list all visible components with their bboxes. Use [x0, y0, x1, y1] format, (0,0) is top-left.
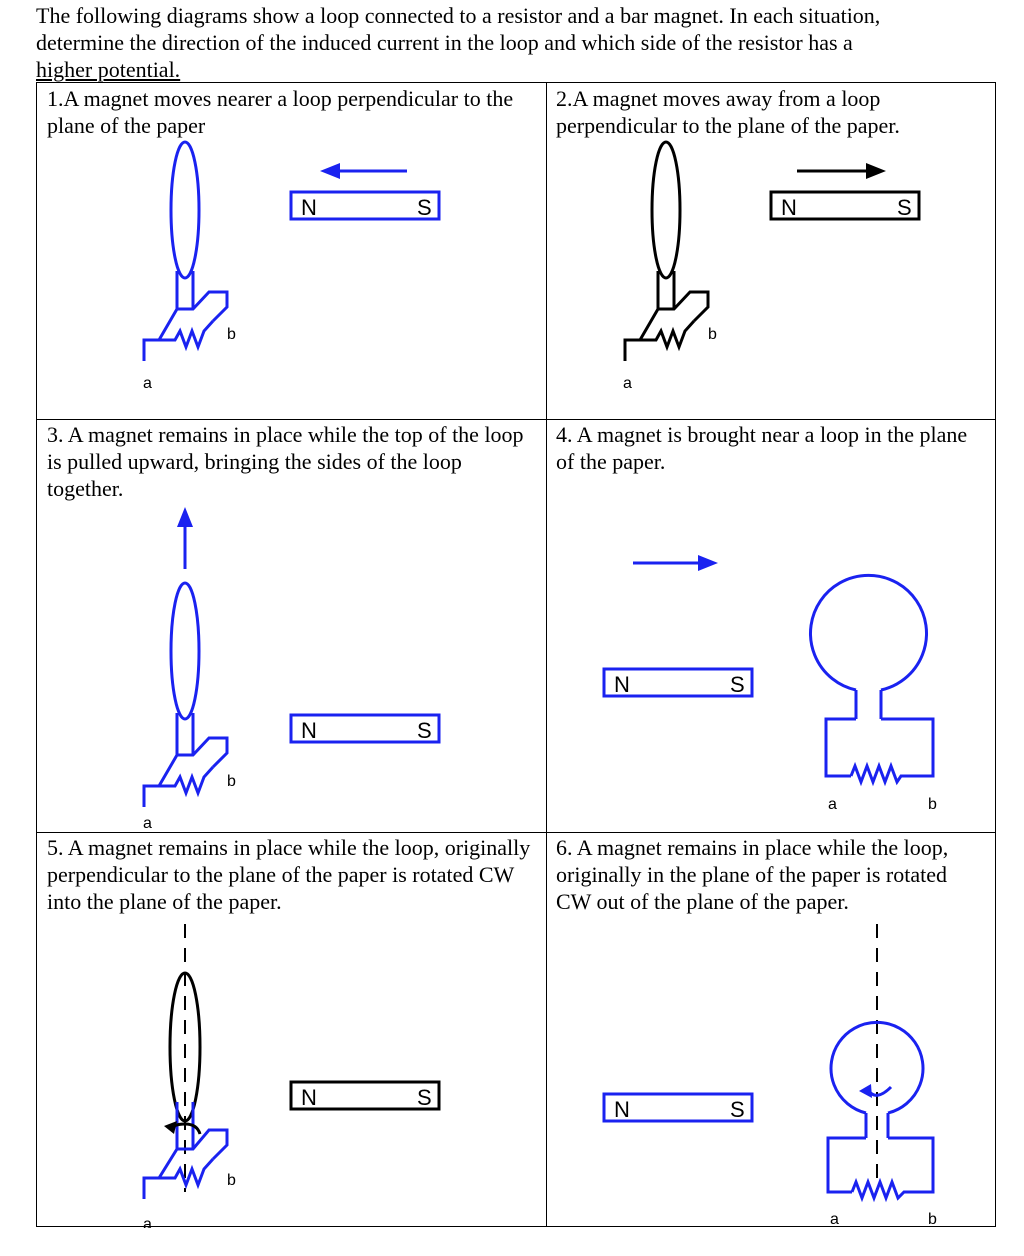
terminal-b-4: b	[928, 796, 937, 813]
diagram-grid	[36, 82, 996, 1227]
south-label-3: S	[417, 718, 432, 743]
north-label-4: N	[614, 672, 630, 697]
terminal-a-4: a	[828, 796, 837, 813]
motion-arrow-2	[866, 163, 886, 179]
terminal-a-1: a	[143, 375, 152, 392]
terminal-b-1: b	[227, 326, 236, 343]
terminal-b-5: b	[227, 1172, 236, 1189]
terminal-a-6: a	[830, 1211, 839, 1228]
panel-5-caption: 5. A magnet remains in place while the loop, originally perpendicular to the plane of the paper is rotated CW into the plane of the paper.	[47, 835, 531, 914]
motion-arrow-4	[698, 555, 718, 571]
terminal-b-3: b	[227, 773, 236, 790]
north-label-2: N	[781, 195, 797, 220]
south-label-1: S	[417, 195, 432, 220]
terminal-a-2: a	[623, 375, 632, 392]
north-label-1: N	[301, 195, 317, 220]
circuit-wire-4b	[881, 719, 933, 776]
circuit-wire-3	[144, 738, 227, 807]
circuit-wire-2	[625, 292, 708, 361]
panel-1-caption: 1.A magnet moves nearer a loop perpendicular to the plane of the paper	[47, 86, 514, 138]
panel-5	[37, 832, 546, 1228]
loop-1	[171, 142, 199, 278]
resistor-4	[851, 766, 906, 782]
terminal-a-3: a	[143, 815, 152, 832]
circuit-wire-6b	[888, 1138, 933, 1192]
loop-3	[171, 583, 199, 719]
panel-4-diagram	[546, 419, 997, 832]
panel-3-diagram	[37, 419, 546, 832]
south-label-5: S	[417, 1085, 432, 1110]
circuit-wire-6a	[828, 1138, 866, 1192]
motion-arrow-1	[320, 163, 340, 179]
panel-4-caption: 4. A magnet is brought near a loop in the plane of the paper.	[556, 422, 968, 474]
north-label-6: N	[614, 1097, 630, 1122]
panel-2	[546, 83, 997, 419]
terminal-a-5: a	[143, 1216, 152, 1228]
panel-4	[546, 419, 997, 832]
pull-arrow-3	[177, 507, 193, 527]
loop-2	[652, 142, 680, 278]
panel-2-caption: 2.A magnet moves away from a loop perpendicular to the plane of the paper.	[556, 86, 900, 138]
panel-1-diagram	[37, 83, 546, 419]
panel-1	[37, 83, 546, 419]
terminal-b-2: b	[708, 326, 717, 343]
north-label-5: N	[301, 1085, 317, 1110]
panel-6-caption: 6. A magnet remains in place while the loop, originally in the plane of the paper is rotated CW out of the plane of the paper.	[556, 835, 949, 914]
south-label-4: S	[730, 672, 745, 697]
intro-text	[36, 2, 996, 83]
resistor-6	[852, 1182, 910, 1198]
loop-4	[811, 575, 927, 690]
panel-6-diagram	[546, 832, 997, 1228]
panel-2-diagram	[546, 83, 997, 419]
north-label-3: N	[301, 718, 317, 743]
intro-line-2: determine the direction of the induced current in the loop and which side of the resistor has a	[36, 30, 853, 55]
panel-3-caption: 3. A magnet remains in place while the top of the loop is pulled upward, bringing the sides of the loop together.	[47, 422, 524, 501]
south-label-6: S	[730, 1097, 745, 1122]
panel-5-diagram	[37, 832, 546, 1228]
intro-line-3: higher potential.	[36, 57, 181, 82]
circuit-wire-1	[144, 292, 227, 361]
panel-6	[546, 832, 997, 1228]
south-label-2: S	[897, 195, 912, 220]
terminal-b-6: b	[928, 1211, 937, 1228]
intro-line-1: The following diagrams show a loop connected to a resistor and a bar magnet. In each situation,	[36, 3, 881, 28]
circuit-wire-4a	[826, 719, 856, 776]
panel-3	[37, 419, 546, 832]
